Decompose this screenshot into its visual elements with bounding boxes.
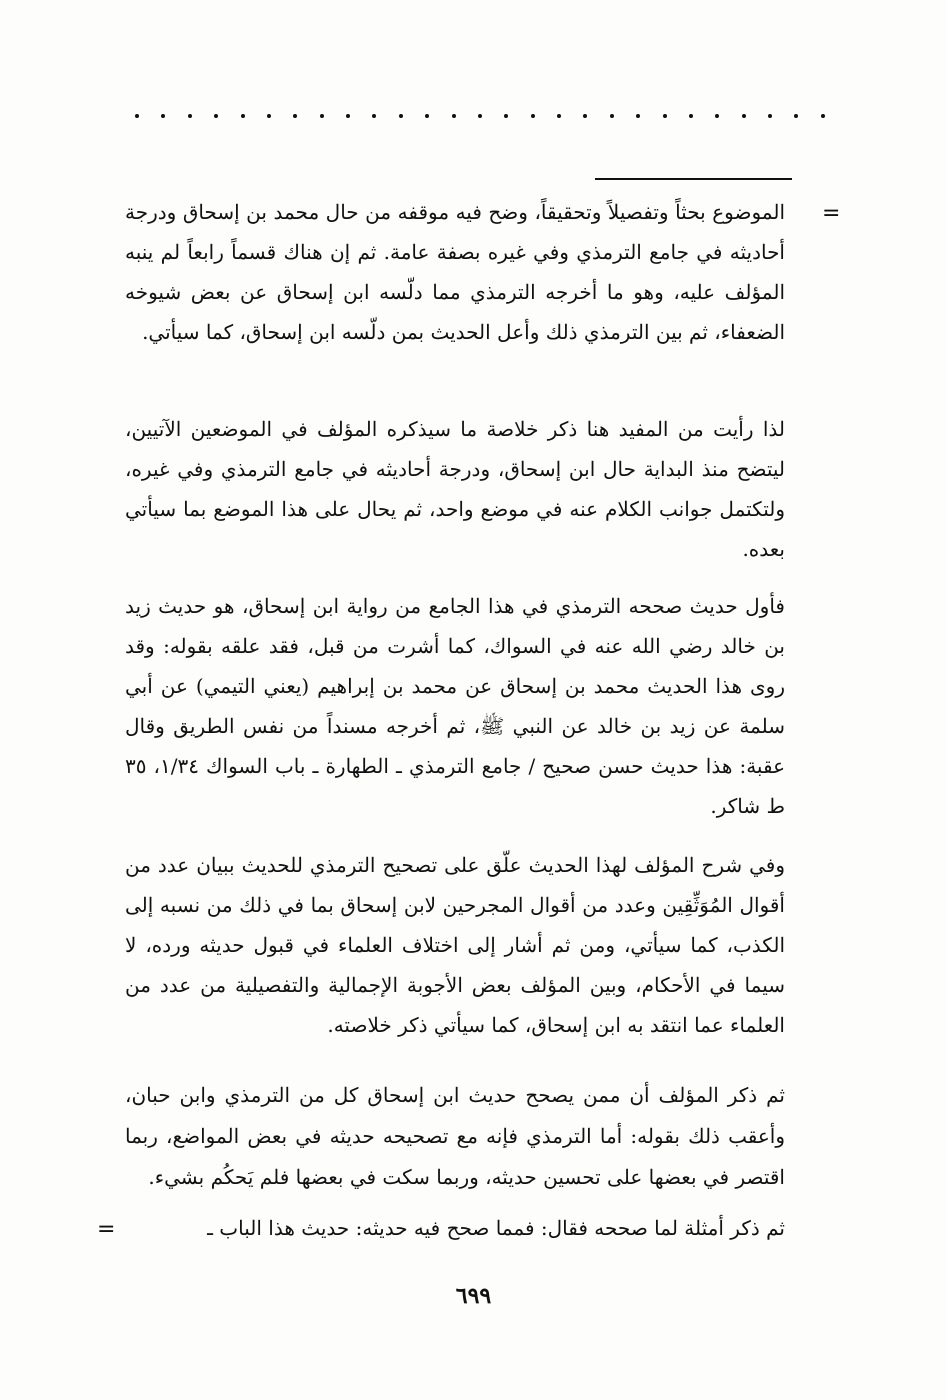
divider-dot (267, 114, 271, 118)
divider-dot (293, 114, 297, 118)
page-number: ٦٩٩ (455, 1283, 492, 1309)
divider-dot (425, 114, 429, 118)
divider-dot (742, 114, 746, 118)
divider-dot (636, 114, 640, 118)
divider-dot (135, 114, 139, 118)
divider-dot (214, 114, 218, 118)
divider-dot (478, 114, 482, 118)
divider-dot (188, 114, 192, 118)
paragraph-1: الموضوع بحثاً وتفصيلاً وتحقيقاً، وضح فيه موقفه من حال محمد بن إسحاق ودرجة أحاديثه في جامع الترمذي وفي غيره بصفة عامة. ثم إن هناك قسماً رابعاً لم ينبه المؤلف عليه، وهو ما أخرجه الترمذي مما دلّسه ابن إسحاق عن بعض شيوخه الضعفاء، ثم بين الترمذي ذلك وأعل الحديث بمن دلّسه ابن إسحاق، كما سيأتي. (125, 200, 785, 344)
divider-dot (504, 114, 508, 118)
divider-dot (531, 114, 535, 118)
paragraph-3: فأول حديث صححه الترمذي في هذا الجامع من رواية ابن إسحاق، هو حديث زيد بن خالد رضي الله عنه في السواك، كما أشرت من قبل، فقد علقه بقوله: وقد روى هذا الحديث محمد بن إسحاق عن محمد بن إبراهيم (يعني التيمي) عن أبي سلمة عن زيد بن خالد عن النبي ﷺ، ثم أخرجه مسنداً من نفس الطريق وقال عقبة: هذا حديث حسن صحيح / جامع الترمذي ـ الطهارة ـ باب السواك ١/٣٤، ٣٥ ط شاكر. (125, 594, 785, 818)
paragraph-6: ثم ذكر أمثلة لما صححه فقال: فمما صحح فيه حديثه: حديث هذا الباب ـ (207, 1216, 785, 1240)
divider-dot (241, 114, 245, 118)
paragraph-2: لذا رأيت من المفيد هنا ذكر خلاصة ما سيذكره المؤلف في الموضعين الآتيين، ليتضح منذ البداية حال ابن إسحاق، ودرجة أحاديثه في جامع الترمذي وفي غيره، ولتكتمل جوانب الكلام عنه في موضع واحد، ثم يحال على هذا الموضع بما سيأتي بعده. (125, 417, 785, 561)
divider-dot (610, 114, 614, 118)
divider-dot (320, 114, 324, 118)
divider-dot (715, 114, 719, 118)
paragraph-5: ثم ذكر المؤلف أن ممن يصحح حديث ابن إسحاق كل من الترمذي وابن حبان، وأعقب ذلك بقوله: أما الترمذي فإنه مع تصحيحه حديثه في بعض المواضع، ربما اقتصر في بعضها على تحسين حديثه، وربما سكت في بعضها فلم يَحكُم بشيء. (125, 1083, 785, 1189)
divider-dot (768, 114, 772, 118)
divider-dot (346, 114, 350, 118)
divider-dot (583, 114, 587, 118)
divider-dot (452, 114, 456, 118)
divider-dot (399, 114, 403, 118)
dotted-divider (135, 106, 825, 126)
divider-dot (689, 114, 693, 118)
divider-dot (821, 114, 825, 118)
divider-dot (372, 114, 376, 118)
divider-dot (161, 114, 165, 118)
continuation-mark-top: = (822, 201, 841, 226)
continuation-mark-bottom: = (97, 1217, 116, 1242)
divider-dot (794, 114, 798, 118)
divider-dot (557, 114, 561, 118)
footnote-rule (595, 178, 792, 180)
divider-dot (663, 114, 667, 118)
paragraph-4: وفي شرح المؤلف لهذا الحديث علّق على تصحيح الترمذي للحديث ببيان عدد من أقوال المُوَثِّقِين وعدد من أقوال المجرحين لابن إسحاق بما في ذلك من نسبه إلى الكذب، كما سيأتي، ومن ثم أشار إلى اختلاف العلماء في قبول حديثه ورده، لا سيما في الأحكام، وبين المؤلف بعض الأجوبة الإجمالية والتفصيلية من عدد من العلماء عما انتقد به ابن إسحاق، كما سيأتي ذكر خلاصته. (125, 853, 785, 1037)
